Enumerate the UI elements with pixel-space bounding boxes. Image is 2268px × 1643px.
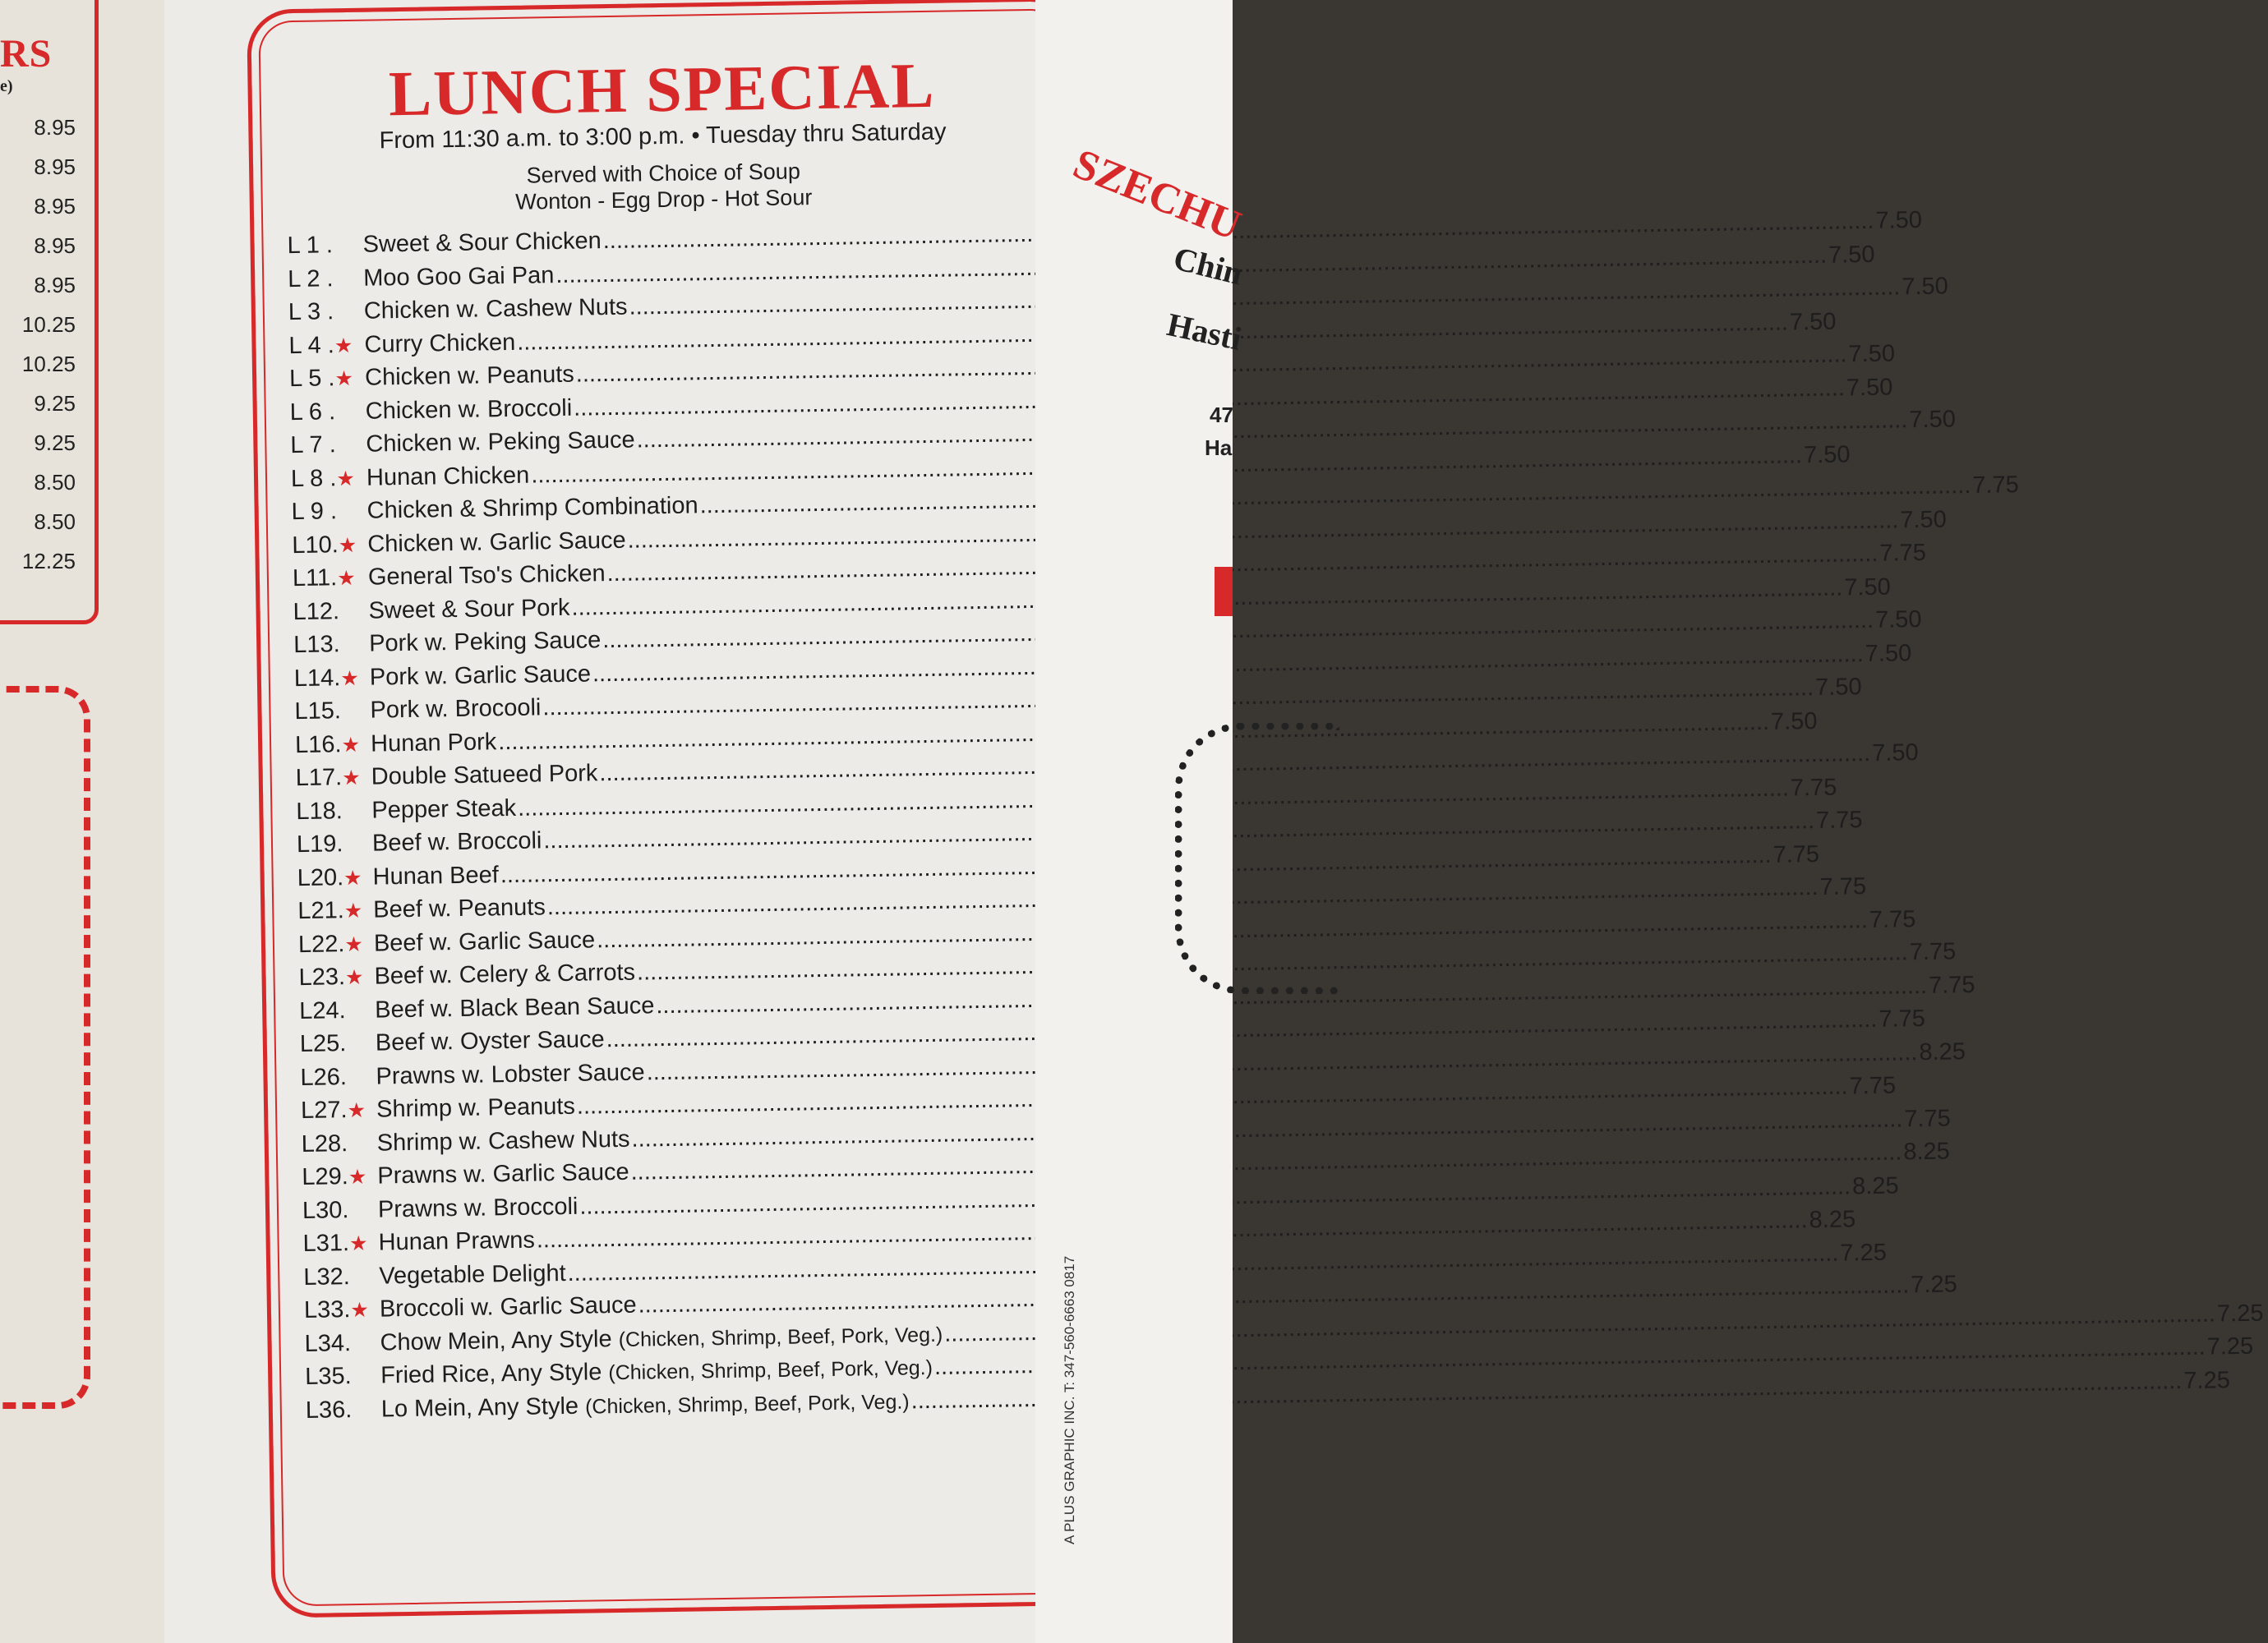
right-panel-line-3: 47: [1210, 403, 1233, 427]
item-price: 7.75: [1928, 971, 1975, 999]
item-name-text: Chicken w. Garlic Sauce: [367, 527, 626, 558]
item-code: [288, 265, 364, 292]
right-panel-line-4: Ha: [1205, 435, 1233, 460]
item-code-label: L27.: [300, 1097, 348, 1125]
item-price: 7.50: [1900, 506, 1948, 533]
item-code-label: L18.: [296, 797, 343, 825]
right-panel-line-1: Chin: [1169, 239, 1247, 292]
item-code: [293, 597, 369, 625]
item-code-label: L 6 .: [289, 398, 336, 426]
item-name-text: Beef w. Celery & Carrots: [374, 959, 636, 990]
printer-credit: A PLUS GRAPHIC INC. T: 347-560-6663 0817: [1062, 1255, 1077, 1544]
spicy-star-icon: ★: [343, 866, 362, 890]
left-price: 8.95: [34, 194, 76, 219]
item-price: 8.25: [1851, 1172, 1899, 1199]
spicy-star-icon: ★: [348, 1165, 367, 1190]
item-price: 7.75: [1972, 472, 2020, 499]
item-code-label: L17.: [295, 764, 343, 792]
item-name: [378, 1227, 535, 1257]
right-panel-line-2: Hasti: [1164, 306, 1245, 357]
item-name-text: Chow Mein, Any Style: [380, 1325, 612, 1356]
item-price: 7.50: [1770, 707, 1818, 735]
item-name: [377, 1159, 629, 1190]
item-name: [372, 862, 499, 891]
left-price: 9.25: [34, 430, 76, 455]
item-code-label: L34.: [304, 1329, 352, 1357]
item-code: [289, 365, 366, 393]
item-name-text: Chicken w. Peking Sauce: [366, 426, 635, 458]
left-price: 8.50: [34, 509, 76, 534]
item-name: [370, 694, 541, 724]
soup-note: Served with Choice of Soup: [526, 159, 801, 188]
left-price: 12.25: [21, 549, 76, 573]
left-price: 8.95: [34, 233, 76, 258]
item-price: 7.75: [1849, 1072, 1897, 1100]
item-code-label: L 7 .: [290, 431, 337, 459]
item-price: 8.25: [1903, 1138, 1951, 1166]
item-code-label: L12.: [293, 597, 340, 625]
item-name: [366, 492, 698, 524]
item-code: [302, 1130, 378, 1157]
item-price: 7.25: [1840, 1239, 1888, 1267]
item-name: [365, 394, 572, 425]
item-code: [288, 298, 365, 326]
item-name: [362, 228, 602, 259]
item-name-text: Beef w. Peanuts: [373, 894, 546, 923]
left-price: 8.95: [34, 154, 76, 179]
soup-options: Wonton - Egg Drop - Hot Sour: [514, 185, 813, 214]
item-name-text: Moo Goo Gai Pan: [362, 261, 555, 292]
item-name: [375, 992, 655, 1024]
item-name: [370, 660, 592, 691]
item-name: [376, 1059, 645, 1090]
item-code-label: L15.: [294, 697, 342, 725]
item-name: [364, 329, 515, 358]
item-price: 7.50: [1848, 340, 1896, 368]
item-code: [300, 1030, 376, 1058]
left-price: 8.50: [34, 470, 76, 495]
item-code-label: L 1 .: [287, 232, 334, 260]
item-name-text: Chicken w. Broccoli: [365, 394, 573, 425]
spicy-star-icon: ★: [340, 666, 359, 690]
item-name: [376, 1125, 629, 1157]
item-code: [300, 1063, 376, 1091]
spicy-star-icon: ★: [337, 566, 356, 591]
item-code: [296, 797, 372, 825]
left-price: 8.95: [34, 115, 76, 140]
item-code-label: L 4 .: [288, 331, 335, 359]
item-name-text: Hunan Pork: [370, 728, 497, 757]
spicy-star-icon: ★: [342, 766, 361, 790]
item-price: 7.25: [2216, 1300, 2264, 1327]
item-code-label: L20.: [297, 863, 344, 891]
spicy-star-icon: ★: [347, 1098, 366, 1123]
item-name: [366, 462, 530, 491]
item-price: 7.50: [1871, 739, 1919, 766]
item-code-label: L13.: [293, 631, 340, 659]
item-note: (Chicken, Shrimp, Beef, Pork, Veg.): [608, 1356, 933, 1385]
item-code: [304, 1329, 380, 1357]
item-code: [299, 996, 376, 1024]
item-code-label: L23.: [298, 964, 346, 992]
item-code-label: L29.: [302, 1163, 349, 1191]
spicy-star-icon: ★: [341, 733, 361, 757]
item-name: [366, 427, 635, 458]
item-name: [372, 827, 542, 857]
item-code: [290, 398, 366, 426]
item-note: (Chicken, Shrimp, Beef, Pork, Veg.): [618, 1323, 943, 1351]
item-price: 7.50: [1874, 605, 1922, 633]
left-menu-panel: [0, 0, 164, 1643]
item-price: 7.75: [1909, 938, 1957, 966]
item-price: 8.25: [1919, 1038, 1966, 1065]
item-name-text: Pork w. Peking Sauce: [368, 627, 602, 657]
item-name: [365, 361, 574, 392]
item-price: 7.50: [1846, 374, 1893, 401]
item-code-label: L22.: [297, 930, 345, 958]
item-code-label: L14.: [293, 664, 341, 692]
spicy-star-icon: ★: [338, 533, 357, 557]
item-name: [371, 760, 597, 790]
item-code: [288, 331, 365, 359]
item-price: 7.75: [1815, 807, 1863, 835]
item-price: 7.50: [1902, 273, 1949, 301]
left-section-subheading: e): [0, 77, 13, 95]
item-code: [292, 531, 368, 559]
item-code-label: L36.: [305, 1396, 353, 1424]
spicy-star-icon: ★: [334, 366, 354, 391]
item-name-text: Beef w. Garlic Sauce: [373, 926, 596, 957]
spicy-star-icon: ★: [344, 932, 364, 956]
item-code-label: L26.: [300, 1063, 348, 1091]
item-name-text: Chicken & Shrimp Combination: [366, 492, 698, 524]
item-price: 7.25: [1911, 1271, 1958, 1299]
spicy-star-icon: ★: [336, 467, 356, 490]
item-name-text: Beef w. Broccoli: [371, 827, 542, 857]
item-name-text: Hunan Prawns: [378, 1226, 536, 1256]
item-name: [369, 627, 602, 657]
item-code-label: L 2 .: [287, 265, 334, 292]
item-name: [378, 1193, 579, 1223]
item-name-text: Chicken w. Peanuts: [364, 361, 575, 391]
item-price: 7.50: [1875, 206, 1923, 234]
item-name: [379, 1260, 566, 1291]
left-dashed-border: [0, 686, 90, 1409]
item-name: [376, 1093, 575, 1124]
item-price: 7.50: [1803, 440, 1851, 468]
item-code-label: L 9 .: [291, 498, 338, 526]
item-code-label: L31.: [302, 1230, 350, 1258]
item-name-text: Prawns w. Broccoli: [377, 1193, 579, 1223]
item-name-text: Double Satueed Pork: [371, 760, 598, 790]
service-hours: From 11:30 a.m. to 3:00 p.m. • Tuesday thru Saturday: [379, 118, 947, 154]
item-code-label: L16.: [294, 730, 342, 758]
item-name-text: Pepper Steak: [371, 794, 517, 824]
item-code: [302, 1230, 379, 1258]
left-price: 8.95: [34, 273, 76, 297]
item-code-label: L 5 .: [288, 365, 335, 393]
item-name-text: Pork w. Garlic Sauce: [369, 660, 592, 691]
item-code: [298, 964, 375, 992]
item-code: [306, 1396, 382, 1424]
item-name-text: Vegetable Delight: [379, 1259, 566, 1290]
item-price: 7.75: [1879, 539, 1927, 567]
item-code: [296, 764, 372, 792]
item-code-label: L21.: [297, 897, 345, 925]
item-code-label: L 8 .: [290, 464, 337, 492]
item-price: 7.50: [1844, 573, 1892, 601]
item-price: 7.50: [1909, 406, 1957, 434]
item-name: [374, 960, 635, 991]
item-code-label: L32.: [303, 1263, 350, 1291]
item-code-label: L19.: [296, 831, 343, 858]
item-price: 7.50: [1789, 308, 1837, 335]
item-code: [294, 664, 371, 692]
item-price: 7.50: [1865, 639, 1912, 667]
item-name: [374, 927, 596, 957]
item-name-text: General Tso's Chicken: [367, 560, 606, 591]
item-code: [303, 1263, 380, 1291]
item-code: [297, 897, 374, 925]
item-name: [367, 527, 626, 558]
item-name-text: Broccoli w. Garlic Sauce: [379, 1291, 637, 1323]
item-code-label: L30.: [302, 1196, 349, 1224]
left-price: 9.25: [34, 391, 76, 416]
item-code: [304, 1296, 380, 1324]
item-name: [371, 729, 497, 757]
item-code: [295, 730, 371, 758]
item-price: 7.75: [1878, 1005, 1926, 1033]
item-code-label: L10.: [292, 531, 339, 559]
item-name: [376, 1026, 605, 1056]
item-code-label: L35.: [304, 1363, 352, 1391]
spicy-star-icon: ★: [343, 899, 363, 923]
item-name-text: Beef w. Black Bean Sauce: [374, 992, 655, 1024]
item-name-text: Fried Rice, Any Style: [380, 1359, 602, 1389]
restaurant-name-heading: SZECHU: [1067, 140, 1247, 250]
item-name-text: Curry Chicken: [364, 329, 516, 358]
item-name: [380, 1292, 637, 1323]
item-price: 7.50: [1814, 674, 1862, 702]
item-price: 7.75: [1869, 905, 1916, 933]
item-price: 7.75: [1904, 1105, 1952, 1132]
item-name-text: Beef w. Oyster Sauce: [375, 1026, 605, 1056]
item-code-label: L33.: [303, 1296, 351, 1324]
item-code: [302, 1163, 378, 1191]
item-code: [290, 431, 366, 459]
item-name-text: Hunan Chicken: [366, 462, 530, 491]
item-name-text: Lo Mein, Any Style: [380, 1392, 579, 1423]
item-name-text: Shrimp w. Peanuts: [376, 1093, 576, 1123]
item-code: [294, 697, 371, 725]
item-code: [305, 1363, 381, 1391]
item-name-text: Pork w. Brocooli: [370, 694, 542, 724]
spicy-star-icon: ★: [350, 1298, 370, 1323]
spicy-star-icon: ★: [348, 1231, 368, 1256]
item-price: 7.75: [1772, 840, 1820, 868]
item-price: 7.75: [1790, 774, 1837, 802]
spicy-star-icon: ★: [344, 965, 364, 990]
page-title: LUNCH SPECIAL: [388, 48, 936, 130]
item-code-label: L 3 .: [288, 298, 334, 326]
item-code: [298, 930, 375, 958]
item-code-label: L11.: [292, 564, 338, 592]
item-code: [293, 631, 370, 659]
item-code: [301, 1097, 377, 1125]
item-price: 7.25: [2206, 1332, 2254, 1360]
item-code: [291, 464, 367, 492]
item-price: 7.50: [1828, 241, 1875, 269]
item-name-text: Prawns w. Garlic Sauce: [377, 1158, 629, 1190]
right-red-mark: [1215, 567, 1233, 616]
item-code: [302, 1196, 379, 1224]
item-name: [363, 262, 555, 292]
item-name-text: Sweet & Sour Chicken: [362, 228, 602, 258]
item-code: [297, 863, 373, 891]
item-name-text: Sweet & Sour Pork: [368, 594, 570, 624]
item-price: 7.75: [1819, 873, 1867, 900]
item-code-label: L28.: [301, 1130, 348, 1157]
item-name-text: Hunan Beef: [372, 861, 500, 891]
spicy-star-icon: ★: [334, 334, 353, 357]
item-note: (Chicken, Shrimp, Beef, Pork, Veg.): [584, 1389, 910, 1419]
item-name: [368, 594, 569, 624]
item-code-label: L24.: [298, 996, 346, 1024]
item-name-text: Chicken w. Cashew Nuts: [363, 293, 628, 324]
right-dotted-border: [1175, 723, 1339, 994]
item-price: 7.25: [2183, 1366, 2231, 1394]
item-name: [371, 794, 516, 824]
left-section-heading: RS: [0, 32, 53, 76]
item-code: [291, 498, 367, 526]
item-code-label: L25.: [299, 1030, 347, 1058]
item-code: [293, 564, 369, 592]
item-name: [373, 894, 546, 923]
item-code: [297, 831, 373, 858]
item-name: [364, 294, 628, 325]
item-name: [368, 560, 606, 591]
item-code: [287, 232, 363, 260]
item-price: 8.25: [1809, 1206, 1856, 1234]
item-name-text: Prawns w. Lobster Sauce: [376, 1058, 645, 1090]
left-price: 10.25: [21, 312, 76, 337]
item-name-text: Shrimp w. Cashew Nuts: [376, 1125, 630, 1157]
left-price: 10.25: [21, 352, 76, 376]
